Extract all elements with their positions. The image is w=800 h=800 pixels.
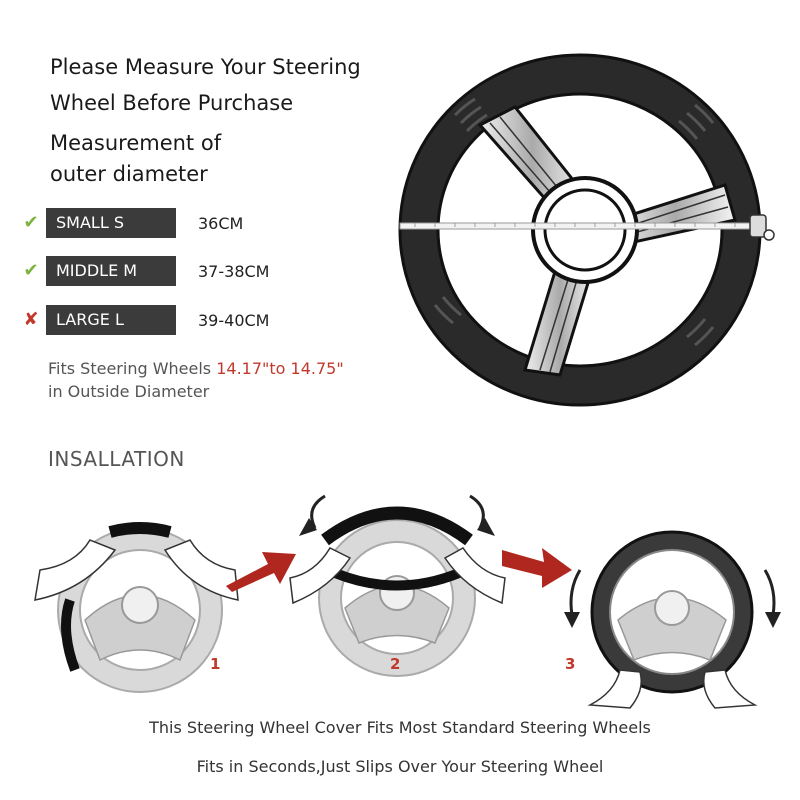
fits-prefix: Fits Steering Wheels	[48, 359, 217, 378]
size-row-middle	[20, 256, 269, 286]
step-3-illustration	[560, 520, 785, 710]
size-badge-small: SMALL S	[46, 208, 176, 238]
step-number-1: 1	[210, 655, 221, 673]
steering-wheel-illustration	[395, 45, 790, 425]
step-number-2: 2	[390, 655, 401, 673]
check-icon: ✔	[23, 212, 39, 233]
size-badge-large: LARGE L	[46, 305, 176, 335]
heading-line-4: outer diameter	[50, 162, 208, 186]
check-icon: ✔	[23, 260, 39, 281]
caption-line-2: Fits in Seconds,Just Slips Over Your Steering Wheel	[196, 757, 604, 776]
step-1-illustration	[30, 510, 240, 700]
step-2-illustration	[285, 478, 510, 678]
fits-range: 14.17"to 14.75"	[216, 359, 344, 378]
heading-line-2: Wheel Before Purchase	[50, 91, 294, 115]
size-measure-large: 39-40CM	[198, 310, 270, 330]
step-number-3: 3	[565, 655, 576, 673]
caption-line-1: This Steering Wheel Cover Fits Most Standard Steering Wheels	[149, 718, 651, 737]
installation-title: INSALLATION	[48, 447, 185, 471]
fits-line-2: in Outside Diameter	[48, 382, 210, 401]
heading-line-3: Measurement of	[50, 131, 222, 155]
size-row-small	[20, 208, 243, 238]
fits-line-1	[48, 358, 344, 380]
size-badge-middle: MIDDLE M	[46, 256, 176, 286]
size-measure-small: 36CM	[198, 213, 244, 233]
cross-icon: ✘	[23, 309, 39, 330]
size-row-large	[20, 305, 269, 335]
heading-line-1: Please Measure Your Steering	[50, 55, 361, 79]
size-measure-middle: 37-38CM	[198, 261, 270, 281]
